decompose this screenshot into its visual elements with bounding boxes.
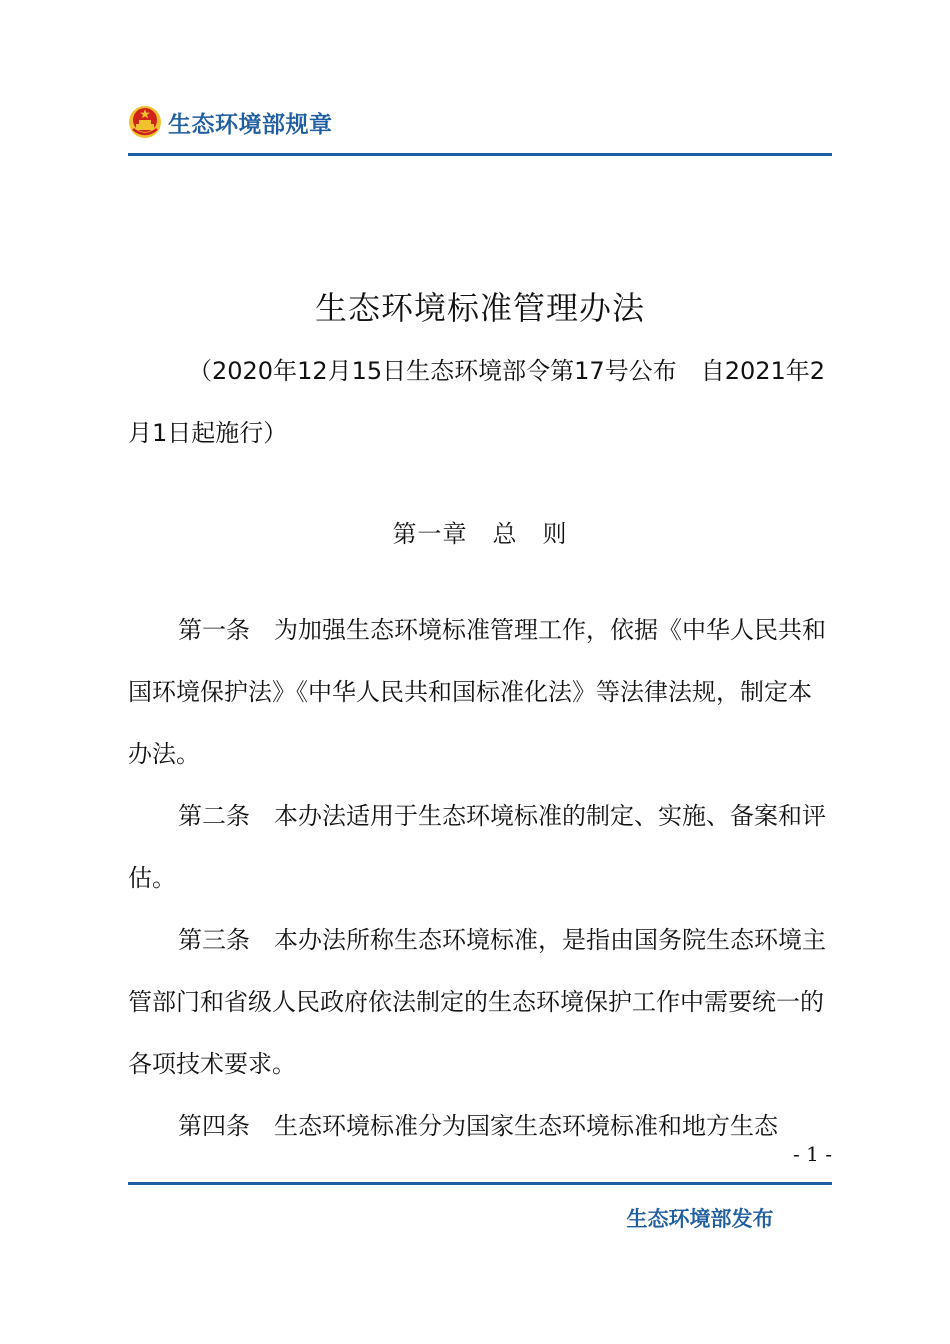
header-divider [128,153,832,156]
articles-list [128,599,832,1157]
article-1 [128,599,832,785]
article-2 [128,785,832,909]
page-number: - 1 - [793,1142,832,1166]
article-number: 第一条 [178,616,250,644]
article-number: 第三条 [178,926,250,954]
header-title: 生态环境部规章 [168,111,333,138]
article-number: 第二条 [178,802,250,830]
article-3 [128,909,832,1095]
article-text: 生态环境标准分为国家生态环境标准和地方生态 [274,1112,778,1140]
document-subtitle: （2020年12月15日生态环境部令第17号公布 自2021年2月1日起施行） [128,357,826,447]
article-text: 本办法所称生态环境标准，是指由国务院生态环境主管部门和省级人民政府依法制定的生态环境保护工作中需要统一的各项技术要求。 [128,926,826,1078]
article-text: 本办法适用于生态环境标准的制定、实施、备案和评估。 [128,802,826,892]
footer-publisher: 生态环境部发布 [626,1207,774,1231]
document-title: 生态环境标准管理办法 [314,289,645,327]
page-header [128,100,333,144]
article-4 [128,1095,832,1157]
national-emblem-icon [128,105,162,139]
chapter-heading: 第一章 总 则 [392,520,568,548]
article-number: 第四条 [178,1112,250,1140]
article-text: 为加强生态环境标准管理工作，依据《中华人民共和国环境保护法》《中华人民共和国标准化法》等法律法规，制定本办法。 [128,616,826,768]
footer-divider [128,1182,832,1185]
